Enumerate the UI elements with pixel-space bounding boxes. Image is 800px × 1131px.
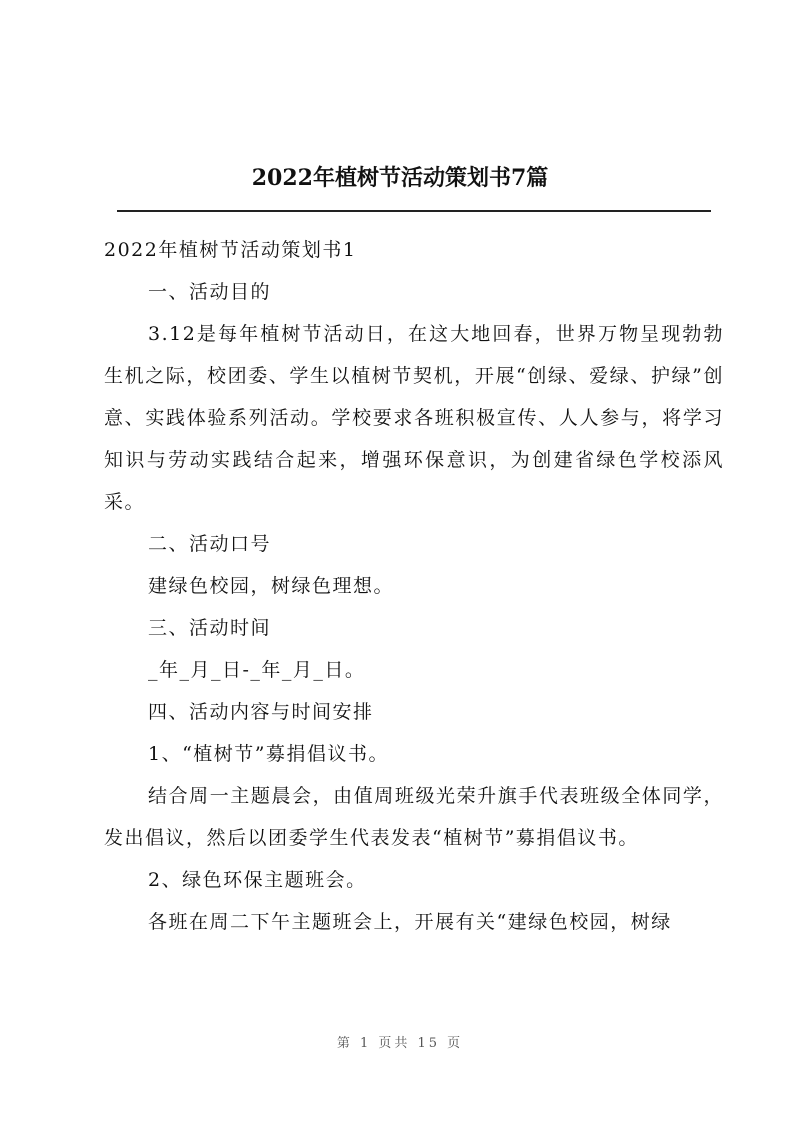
paragraph: 四、活动内容与时间安排	[148, 701, 374, 723]
page-footer: 第 1 页共 15 页	[336, 1036, 464, 1051]
paragraph: 二、活动口号	[148, 533, 272, 555]
document-title: 2022年植树节活动策划书7篇	[251, 165, 549, 191]
paragraph: 1、“植树节”募捐倡议书。	[148, 743, 390, 765]
paragraph: _年_月_日-_年_月_日。	[148, 659, 366, 681]
paragraph: 三、活动时间	[148, 617, 272, 639]
paragraph: 3.12是每年植树节活动日，在这大地回春，世界万物呈现勃勃生机之际，校团委、学生以植树节契机，开展“创绿、爱绿、护绿”创意、实践体验系列活动。学校要求各班积极宣传、人人参与，将学习知识与劳动实践结合起来，增强环保意识，为创建省绿色学校添风采。	[104, 323, 724, 513]
document-body	[104, 229, 724, 943]
paragraph: 各班在周二下午主题班会上，开展有关“建绿色校园，树绿	[148, 911, 672, 933]
paragraph: 2、绿色环保主题班会。	[148, 869, 367, 891]
section-heading: 2022年植树节活动策划书1	[104, 239, 357, 261]
title-divider	[117, 210, 711, 212]
paragraph: 一、活动目的	[148, 281, 272, 303]
paragraph: 建绿色校园，树绿色理想。	[148, 575, 395, 597]
paragraph: 结合周一主题晨会，由值周班级光荣升旗手代表班级全体同学，发出倡议，然后以团委学生代表发表“植树节”募捐倡议书。	[104, 785, 724, 849]
